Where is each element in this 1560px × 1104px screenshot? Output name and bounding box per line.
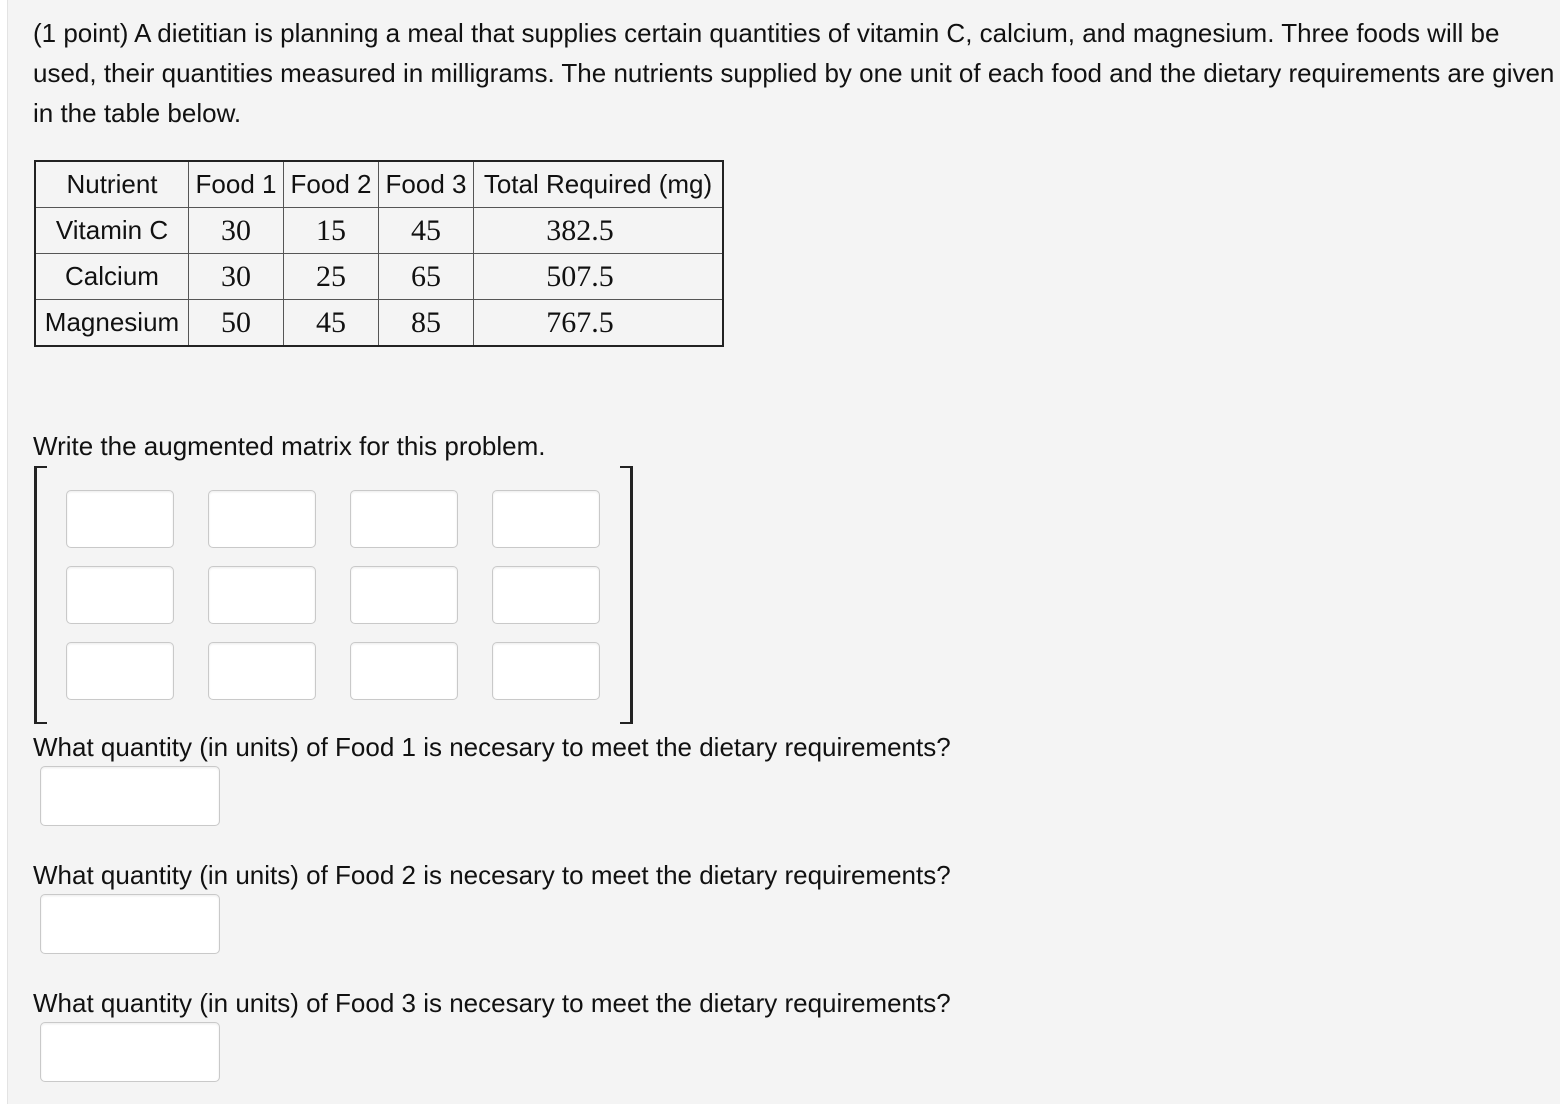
- matrix-cell-r3-c3[interactable]: [350, 642, 458, 700]
- row-label-calcium: Calcium: [35, 254, 189, 300]
- matrix-cell-r2-c1[interactable]: [66, 566, 174, 624]
- cell-total: 767.5: [474, 300, 724, 347]
- matrix-cell-r1-c3[interactable]: [350, 490, 458, 548]
- header-food-2: Food 2: [284, 161, 379, 208]
- question-food-3-label: What quantity (in units) of Food 3 is necesary to meet the dietary requirements?: [33, 988, 951, 1018]
- matrix-cell-r2-c2[interactable]: [208, 566, 316, 624]
- cell-value: 45: [379, 208, 474, 254]
- question-food-1-label: What quantity (in units) of Food 1 is necesary to meet the dietary requirements?: [33, 732, 951, 762]
- problem-intro: (1 point) A dietitian is planning a meal that supplies certain quantities of vitamin C, calcium, and magnesium. Three foods will be used, their quantities measured in milligrams. The nutrients supplied by one unit of each food and the dietary requirements are given in the table below.: [33, 18, 1555, 128]
- header-total-required: Total Required (mg): [474, 161, 724, 208]
- cell-value: 15: [284, 208, 379, 254]
- cell-value: 30: [189, 254, 284, 300]
- answer-food-1-input[interactable]: [40, 766, 220, 826]
- cell-total: 507.5: [474, 254, 724, 300]
- matrix-cell-r2-c3[interactable]: [350, 566, 458, 624]
- matrix-cell-r3-c1[interactable]: [66, 642, 174, 700]
- answer-food-3-input[interactable]: [40, 1022, 220, 1082]
- nutrient-table: [34, 160, 724, 347]
- cell-value: 85: [379, 300, 474, 347]
- matrix-prompt: Write the augmented matrix for this problem.: [33, 431, 546, 461]
- table-row: [35, 208, 723, 254]
- cell-value: 30: [189, 208, 284, 254]
- matrix-right-bracket: [620, 466, 633, 724]
- matrix-cell-r2-c4[interactable]: [492, 566, 600, 624]
- row-label-magnesium: Magnesium: [35, 300, 189, 347]
- question-food-2-label: What quantity (in units) of Food 2 is necesary to meet the dietary requirements?: [33, 860, 951, 890]
- header-nutrient: Nutrient: [35, 161, 189, 208]
- cell-value: 50: [189, 300, 284, 347]
- cell-value: 45: [284, 300, 379, 347]
- cell-total: 382.5: [474, 208, 724, 254]
- header-food-3: Food 3: [379, 161, 474, 208]
- matrix-cell-r1-c1[interactable]: [66, 490, 174, 548]
- row-label-vitamin-c: Vitamin C: [35, 208, 189, 254]
- header-food-1: Food 1: [189, 161, 284, 208]
- matrix-left-bracket: [34, 466, 47, 724]
- table-row: [35, 254, 723, 300]
- augmented-matrix: [34, 466, 634, 722]
- matrix-cell-r3-c2[interactable]: [208, 642, 316, 700]
- cell-value: 25: [284, 254, 379, 300]
- matrix-cell-r1-c2[interactable]: [208, 490, 316, 548]
- problem-panel: [7, 0, 1560, 1104]
- cell-value: 65: [379, 254, 474, 300]
- matrix-cell-r3-c4[interactable]: [492, 642, 600, 700]
- table-header-row: [35, 161, 723, 208]
- table-row: [35, 300, 723, 347]
- answer-food-2-input[interactable]: [40, 894, 220, 954]
- matrix-cell-r1-c4[interactable]: [492, 490, 600, 548]
